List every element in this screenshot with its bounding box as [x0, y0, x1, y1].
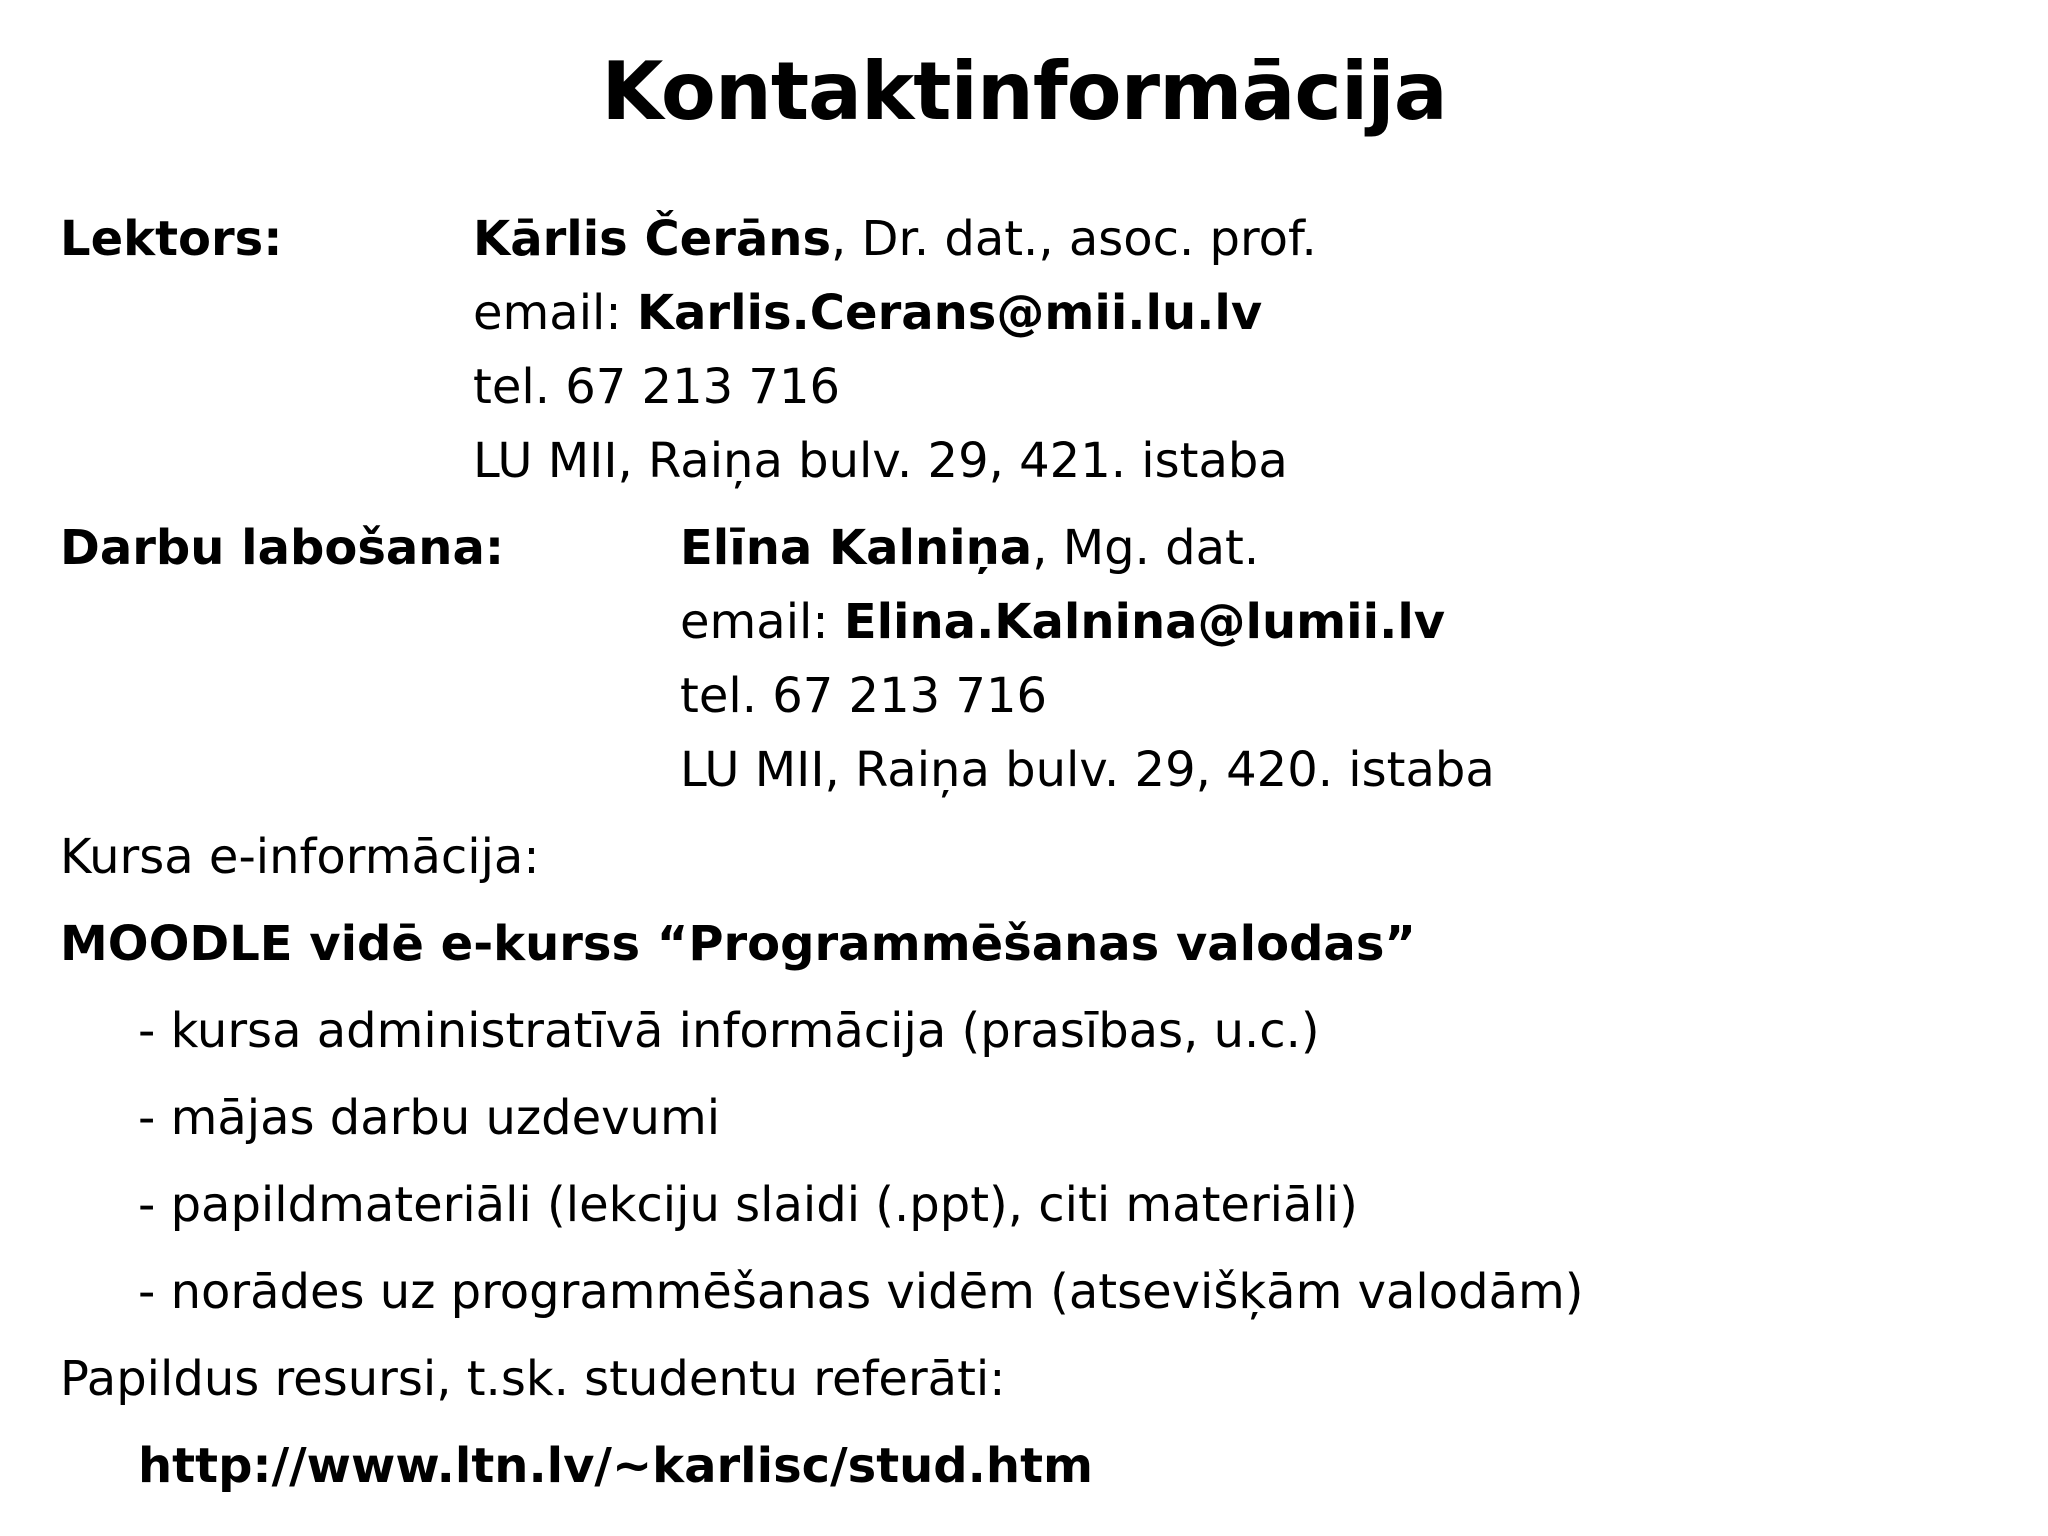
- grader-label: Darbu labošana:: [60, 520, 505, 576]
- lecturer-email-line: [473, 283, 1262, 343]
- course-info-label: Kursa e-informācija:: [60, 829, 540, 885]
- grader-name: Elīna Kalniņa: [680, 520, 1033, 576]
- lecturer-address: LU MII, Raiņa bulv. 29, 421. istaba: [473, 433, 1288, 489]
- grader-name-line: [680, 518, 1259, 578]
- lecturer-label: Lektors:: [60, 211, 283, 267]
- grader-email-prefix: email:: [680, 594, 844, 650]
- page-title: Kontaktinformācija: [601, 45, 1447, 138]
- lecturer-email-prefix: email:: [473, 285, 637, 341]
- grader-address: LU MII, Raiņa bulv. 29, 420. istaba: [680, 742, 1495, 798]
- list-item: - norādes uz programmēšanas vidēm (atsevišķām valodām): [138, 1264, 1584, 1320]
- lecturer-name: Kārlis Čerāns: [473, 211, 832, 267]
- lecturer-phone: tel. 67 213 716: [473, 359, 841, 415]
- lecturer-email-link[interactable]: Karlis.Cerans@mii.lu.lv: [636, 285, 1263, 341]
- list-item: - mājas darbu uzdevumi: [138, 1090, 721, 1146]
- lecturer-name-line: [473, 209, 1317, 269]
- grader-phone: tel. 67 213 716: [680, 668, 1048, 724]
- list-item: - papildmateriāli (lekciju slaidi (.ppt), citi materiāli): [138, 1177, 1358, 1233]
- moodle-course: MOODLE vidē e-kurss “Programmēšanas valodas”: [60, 916, 1416, 972]
- list-item: - kursa administratīvā informācija (prasības, u.c.): [138, 1003, 1320, 1059]
- grader-degree: , Mg. dat.: [1032, 520, 1260, 576]
- grader-email-link[interactable]: Elina.Kalnina@lumii.lv: [843, 594, 1446, 650]
- resources-link[interactable]: http://www.ltn.lv/~karlisc/stud.htm: [138, 1438, 1094, 1494]
- grader-email-line: [680, 592, 1445, 652]
- lecturer-degree: , Dr. dat., asoc. prof.: [831, 211, 1317, 267]
- resources-label: Papildus resursi, t.sk. studentu referāti:: [60, 1351, 1006, 1407]
